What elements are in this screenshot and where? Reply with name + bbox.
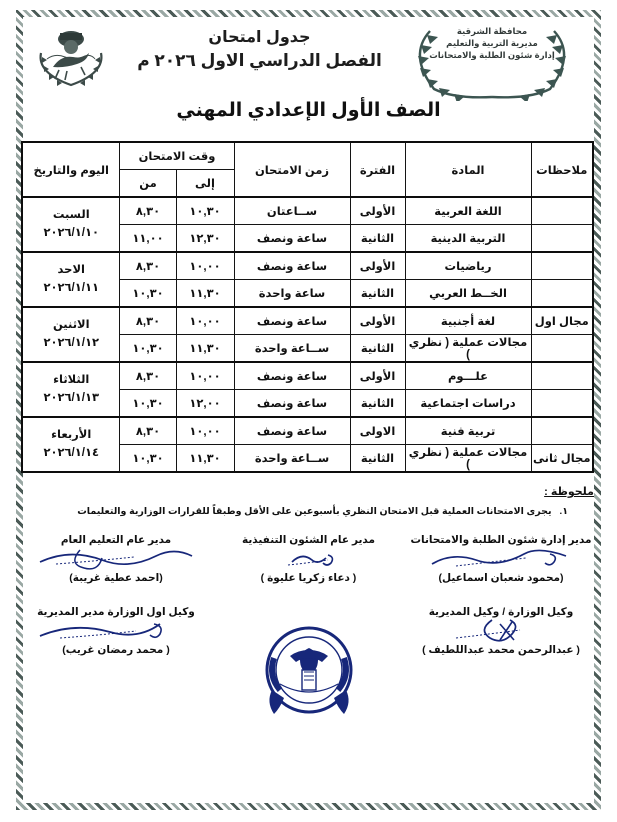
cell-duration: ساعة واحدة bbox=[234, 280, 350, 308]
title-line-1: جدول امتحان bbox=[208, 29, 311, 46]
note-label: ملحوظة : bbox=[544, 486, 594, 498]
cell-duration: ساعة ونصف bbox=[234, 362, 350, 390]
cell-day-date bbox=[22, 307, 120, 362]
cell-day-date bbox=[22, 252, 120, 307]
exam-schedule-table bbox=[21, 141, 594, 473]
cell-subject: دراسات اجتماعية bbox=[405, 390, 531, 418]
governorate-emblem-icon bbox=[29, 23, 113, 95]
cell-time-from: ١٠,٣٠ bbox=[120, 445, 176, 473]
cell-subject: تربية فنية bbox=[405, 417, 531, 445]
day-name: الاحد bbox=[57, 263, 85, 276]
official-seal-icon bbox=[250, 612, 368, 730]
table-row bbox=[22, 252, 593, 280]
signature-block-executive-affairs-director bbox=[216, 534, 402, 584]
cell-period: الثانية bbox=[350, 280, 405, 308]
signature-title: وكيل اول الوزارة مدير المديرية bbox=[37, 606, 195, 619]
signature-row-2 bbox=[23, 606, 594, 656]
cell-period: الأولى bbox=[350, 252, 405, 280]
cell-time-from: ٨,٣٠ bbox=[120, 307, 176, 335]
grade-title: الصف الأول الإعدادي المهني bbox=[176, 100, 441, 121]
document-header bbox=[23, 17, 594, 139]
cell-time-to: ١٠,٠٠ bbox=[176, 252, 234, 280]
cell-subject: مجالات عملية ( نظري ) bbox=[405, 445, 531, 473]
signature-name: ( عبدالرحمن محمد عبداللطيف ) bbox=[422, 644, 580, 657]
cell-time-from: ٨,٣٠ bbox=[120, 417, 176, 445]
cell-period: الأولى bbox=[350, 307, 405, 335]
cell-notes bbox=[531, 335, 593, 363]
cell-duration: ساعة ونصف bbox=[234, 225, 350, 253]
column-header-time-from: من bbox=[120, 170, 176, 198]
handwritten-signature-icon bbox=[23, 618, 209, 644]
cell-day-date bbox=[22, 417, 120, 472]
ministry-line-directorate: مديرية التربية والتعليم bbox=[446, 38, 538, 49]
document-title bbox=[131, 27, 388, 71]
cell-notes bbox=[531, 197, 593, 225]
cell-notes bbox=[531, 252, 593, 280]
day-name: الاثنين bbox=[52, 318, 90, 331]
table-row bbox=[22, 362, 593, 390]
cell-duration: ساعة ونصف bbox=[234, 307, 350, 335]
cell-day-date bbox=[22, 197, 120, 252]
cell-subject: التربية الدينية bbox=[405, 225, 531, 253]
day-name: الأربعاء bbox=[51, 428, 92, 441]
signature-title: مدير عام التعليم العام bbox=[60, 534, 172, 547]
cell-time-from: ١٠,٣٠ bbox=[120, 390, 176, 418]
cell-time-to: ١١,٣٠ bbox=[176, 280, 234, 308]
cell-time-to: ١٠,٣٠ bbox=[176, 197, 234, 225]
cell-notes: مجال اول bbox=[531, 307, 593, 335]
signature-name: ( دعاء زكريا عليوة ) bbox=[260, 572, 357, 585]
cell-subject: علـــوم bbox=[405, 362, 531, 390]
cell-subject: اللغة العربية bbox=[405, 197, 531, 225]
signature-block-first-undersecretary bbox=[23, 606, 209, 656]
cell-time-from: ١١,٠٠ bbox=[120, 225, 176, 253]
day-date: ٢٠٢٦/١/١١ bbox=[43, 281, 99, 294]
signature-block-ministry-undersecretary bbox=[408, 606, 594, 656]
signature-name: (احمد عطية غريبة) bbox=[69, 572, 163, 585]
document-page bbox=[23, 17, 594, 803]
cell-day-date bbox=[22, 362, 120, 417]
cell-period: الثانية bbox=[350, 225, 405, 253]
column-header-subject: المادة bbox=[405, 142, 531, 197]
column-header-day-date: اليوم والتاريخ bbox=[22, 142, 120, 197]
table-row bbox=[22, 197, 593, 225]
cell-period: الثانية bbox=[350, 445, 405, 473]
day-date: ٢٠٢٦/١/١٣ bbox=[43, 391, 99, 404]
cell-time-to: ١٢,٠٠ bbox=[176, 390, 234, 418]
notes-section bbox=[23, 485, 594, 518]
cell-duration: ساعة ونصف bbox=[234, 252, 350, 280]
note-number-1: ١. bbox=[559, 506, 568, 517]
cell-time-to: ١١,٣٠ bbox=[176, 335, 234, 363]
cell-notes bbox=[531, 417, 593, 445]
cell-time-from: ٨,٣٠ bbox=[120, 197, 176, 225]
handwritten-signature-icon bbox=[216, 546, 402, 572]
column-header-exam-time: وقت الامتحان bbox=[120, 142, 234, 170]
cell-time-to: ١٠,٠٠ bbox=[176, 307, 234, 335]
title-line-2: الفصل الدراسي الاول ٢٠٢٦ م bbox=[137, 51, 382, 70]
cell-notes bbox=[531, 280, 593, 308]
cell-subject: لغة أجنبية bbox=[405, 307, 531, 335]
cell-notes: مجال ثانى bbox=[531, 445, 593, 473]
table-row bbox=[22, 417, 593, 445]
column-header-time-to: إلى bbox=[176, 170, 234, 198]
signature-title: مدير عام الشئون التنفيذية bbox=[242, 534, 375, 547]
cell-period: الأولى bbox=[350, 362, 405, 390]
signature-block-student-affairs-director bbox=[408, 534, 594, 584]
ministry-line-department: إدارة شئون الطلبة والامتحانات bbox=[429, 50, 555, 61]
cell-notes bbox=[531, 390, 593, 418]
cell-time-from: ٨,٣٠ bbox=[120, 252, 176, 280]
signature-name: (محمود شعبان اسماعيل) bbox=[438, 572, 564, 585]
cell-duration: ساعة ونصف bbox=[234, 390, 350, 418]
signature-title: وكيل الوزارة / وكيل المديرية bbox=[428, 606, 574, 619]
cell-time-to: ١٢,٣٠ bbox=[176, 225, 234, 253]
column-header-notes: ملاحظات bbox=[531, 142, 593, 197]
note-text-1: يجرى الامتحانات العملية قبل الامتحان النظري بأسبوعين على الأقل وطبقاً للقرارات الوزارية والتعليمات bbox=[77, 506, 552, 517]
day-date: ٢٠٢٦/١/١٤ bbox=[43, 446, 99, 459]
schedule-table-body bbox=[22, 197, 593, 472]
day-name: السبت bbox=[52, 208, 90, 221]
signature-block-general-education-director bbox=[23, 534, 209, 584]
column-header-period: الفترة bbox=[350, 142, 405, 197]
ministry-emblem bbox=[394, 19, 590, 101]
cell-notes bbox=[531, 225, 593, 253]
cell-duration: ســاعتان bbox=[234, 197, 350, 225]
cell-time-from: ٨,٣٠ bbox=[120, 362, 176, 390]
table-row bbox=[22, 307, 593, 335]
handwritten-signature-icon bbox=[408, 546, 594, 572]
cell-period: الثانية bbox=[350, 390, 405, 418]
note-item-1 bbox=[23, 505, 594, 518]
day-date: ٢٠٢٦/١/١٠ bbox=[43, 226, 99, 239]
column-header-duration: زمن الامتحان bbox=[234, 142, 350, 197]
cell-duration: ســاعة واحدة bbox=[234, 335, 350, 363]
cell-time-to: ١١,٣٠ bbox=[176, 445, 234, 473]
handwritten-signature-icon bbox=[408, 618, 594, 644]
cell-time-from: ١٠,٣٠ bbox=[120, 280, 176, 308]
signature-row-1 bbox=[23, 534, 594, 584]
cell-period: الثانية bbox=[350, 335, 405, 363]
day-name: الثلاثاء bbox=[53, 373, 90, 386]
cell-notes bbox=[531, 362, 593, 390]
day-date: ٢٠٢٦/١/١٢ bbox=[43, 336, 99, 349]
cell-duration: ساعة ونصف bbox=[234, 417, 350, 445]
cell-subject: مجالات عملية ( نظري ) bbox=[405, 335, 531, 363]
cell-period: الأولى bbox=[350, 197, 405, 225]
cell-subject: رياضيات bbox=[405, 252, 531, 280]
handwritten-signature-icon bbox=[23, 546, 209, 572]
cell-subject: الخــط العربي bbox=[405, 280, 531, 308]
cell-duration: ســاعة واحدة bbox=[234, 445, 350, 473]
cell-period: الاولى bbox=[350, 417, 405, 445]
signature-title: مدير إدارة شئون الطلبة والامتحانات bbox=[410, 534, 592, 547]
cell-time-from: ١٠,٣٠ bbox=[120, 335, 176, 363]
cell-time-to: ١٠,٠٠ bbox=[176, 417, 234, 445]
ministry-line-governorate: محافظة الشرقية bbox=[456, 26, 528, 36]
cell-time-to: ١٠,٠٠ bbox=[176, 362, 234, 390]
signature-name: ( محمد رمضان غريب) bbox=[62, 644, 170, 657]
